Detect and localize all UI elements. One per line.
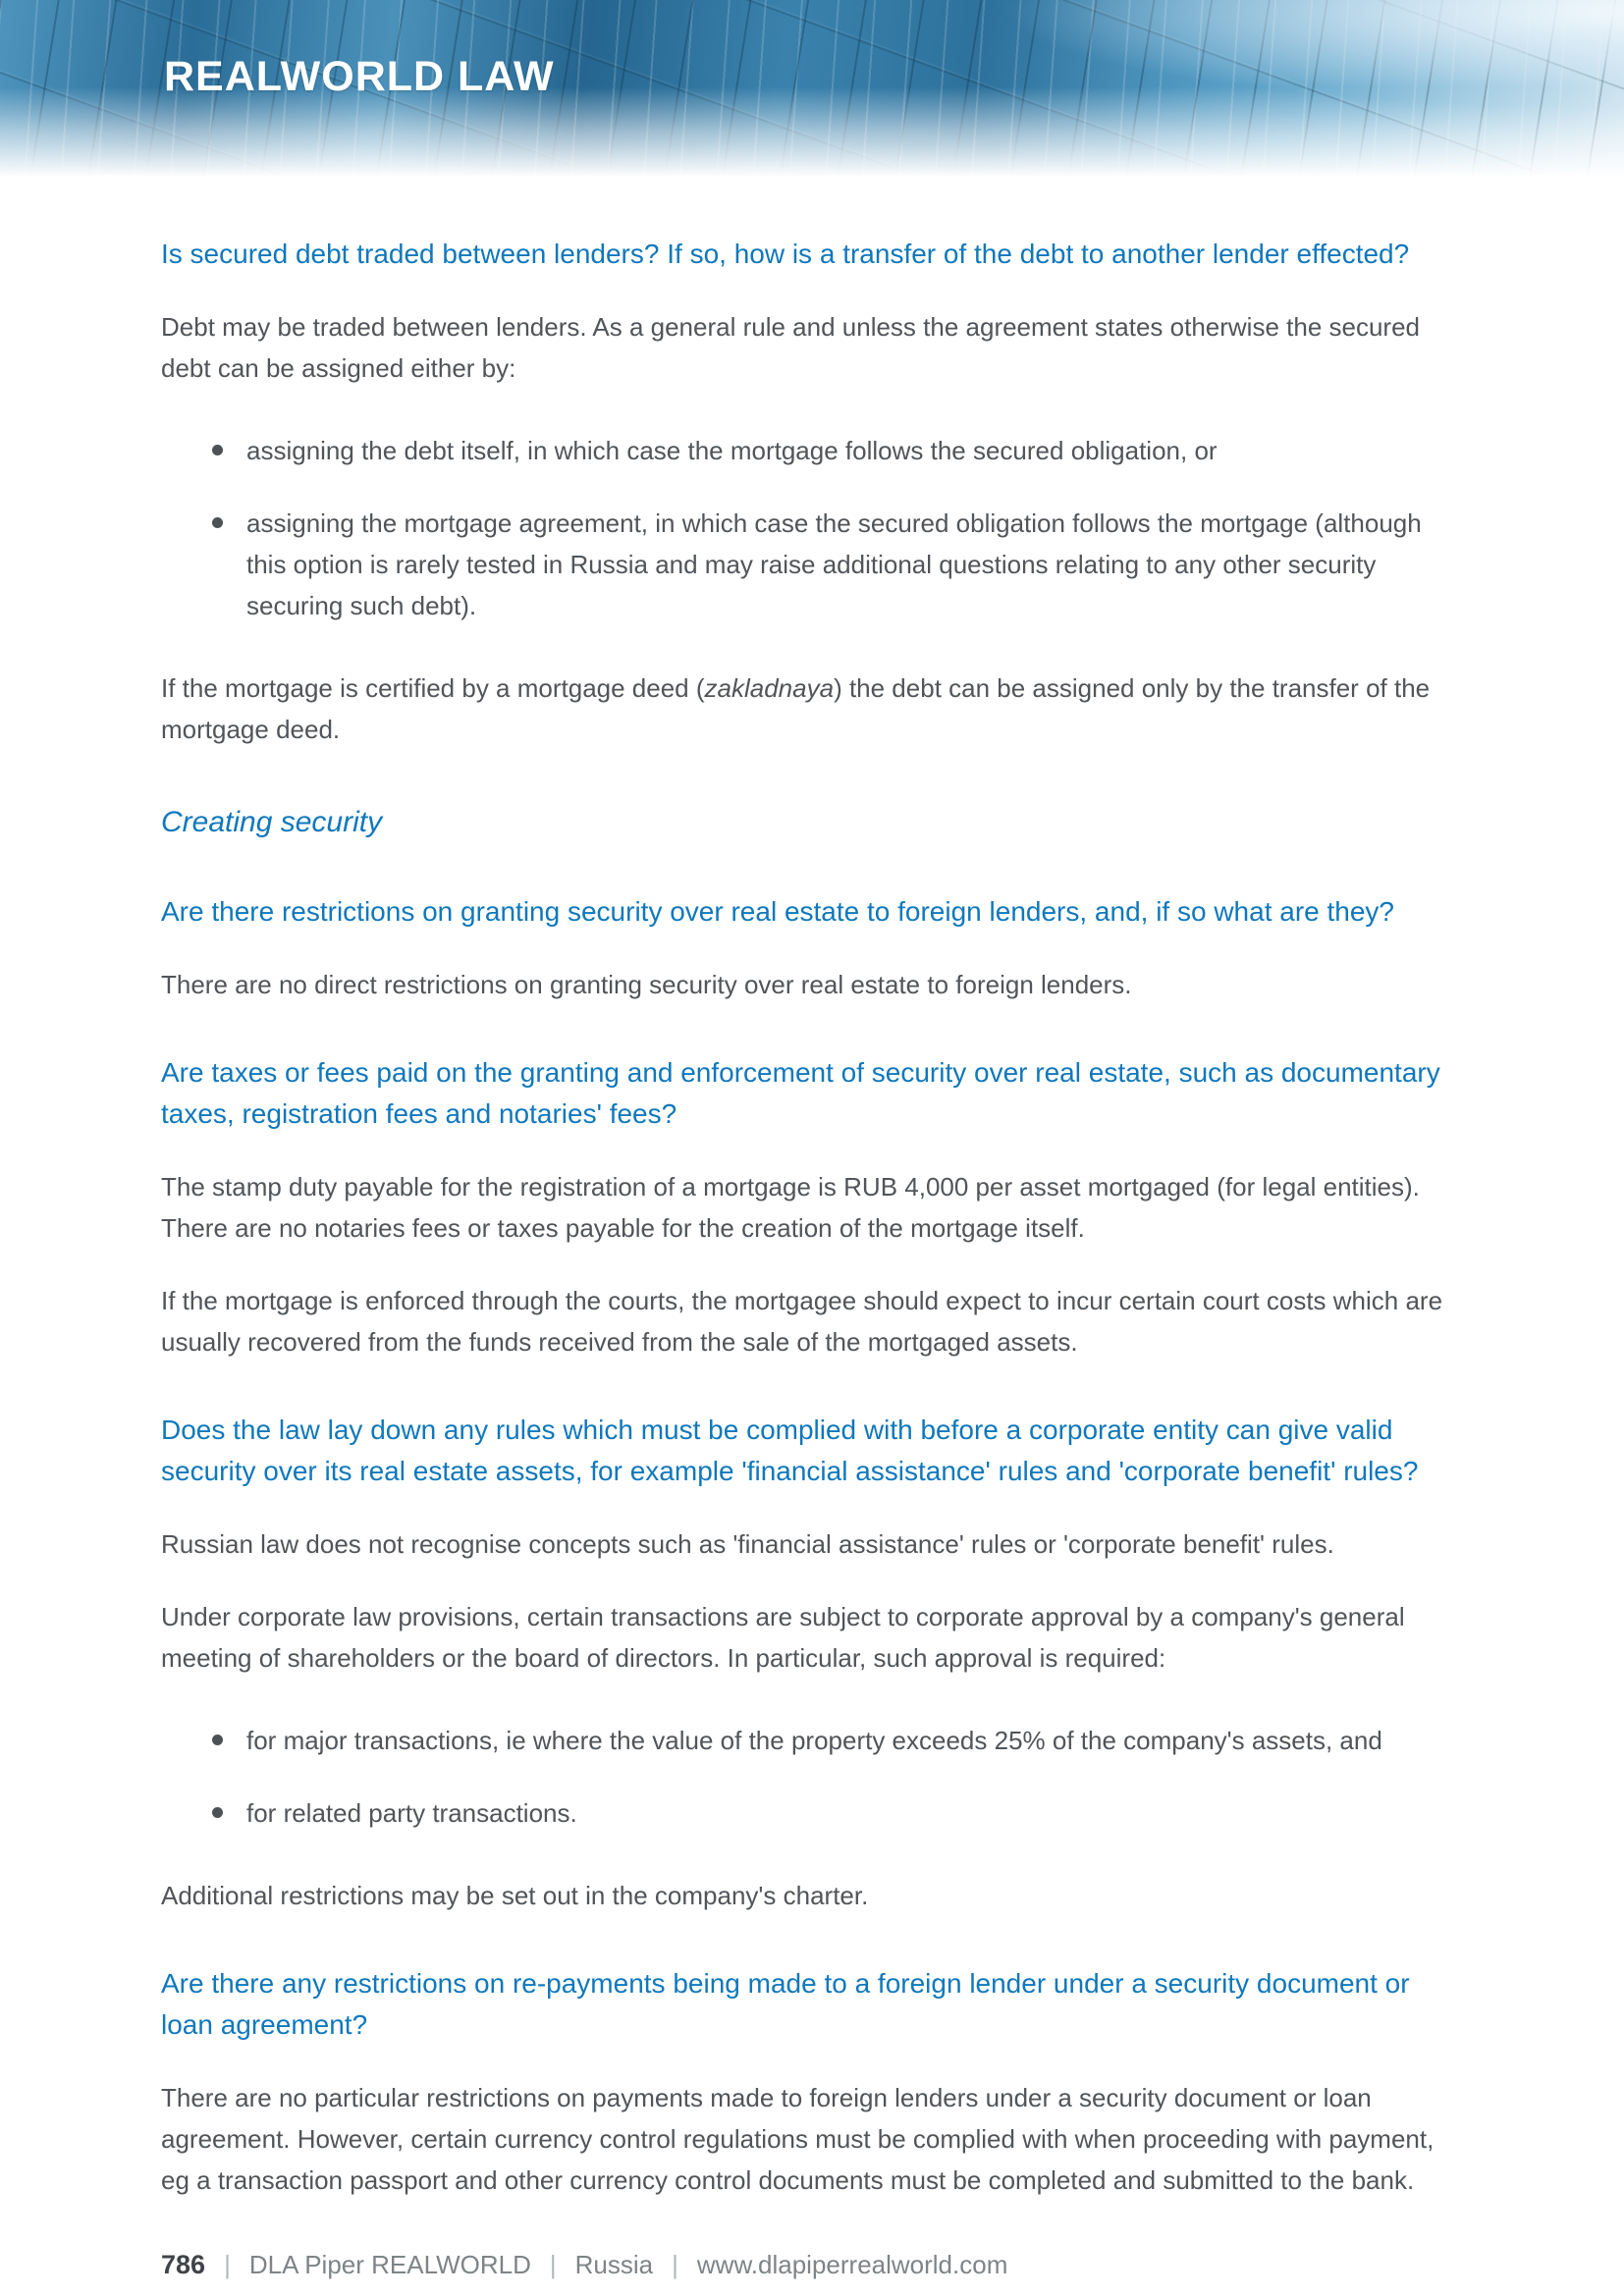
bullet-item-assign-mortgage (212, 503, 1463, 626)
paragraph-debt-traded: Debt may be traded between lenders. As a general rule and unless the agreement states otherwise the secured debt can be assigned either by: (161, 312, 1420, 383)
bullet-dot-icon (212, 1735, 223, 1745)
question-heading-repayments: Are there any restrictions on re-payments being made to a foreign lender under a security document or loan agreement? (161, 1968, 1410, 2040)
question-heading-taxes-fees: Are taxes or fees paid on the granting and enforcement of security over real estate, such as documentary taxes, registration fees and notaries' fees? (161, 1057, 1440, 1129)
question-heading-corporate-rules: Does the law lay down any rules which must be complied with before a corporate entity can give valid security over its real estate assets, for example 'financial assistance' rules and 'corporate benefit' rules? (161, 1415, 1419, 1486)
footer-separator: | (549, 2250, 557, 2279)
bullet-list-assignment (161, 430, 1463, 626)
footer-separator: | (224, 2250, 231, 2279)
question-heading-secured-debt: Is secured debt traded between lenders? If so, how is a transfer of the debt to another lender effected? (161, 239, 1410, 269)
paragraph-court-costs: If the mortgage is enforced through the courts, the mortgagee should expect to incur certain court costs which are usually recovered from the funds received from the sale of the mortgaged assets. (161, 1286, 1443, 1357)
bullet-item-text: assigning the mortgage agreement, in which case the secured obligation follows the mortgage (although this option is rarely tested in Russia and may raise additional questions relating to any other security securing such debt). (246, 508, 1422, 620)
deed-text-after: ) the debt can be assigned only by the transfer of the mortgage deed. (161, 673, 1431, 744)
realworld-law-logo: REALWORLD LAW (164, 53, 555, 100)
paragraph-russian-law-concepts: Russian law does not recognise concepts such as 'financial assistance' rules or 'corporate benefit' rules. (161, 1529, 1334, 1559)
bullet-item-assign-debt (212, 430, 1463, 471)
footer-country: Russia (574, 2250, 654, 2279)
deed-term-zakladnaya: zakladnaya (704, 673, 835, 703)
bullet-item-text: assigning the debt itself, in which case the mortgage follows the secured obligation, or (246, 436, 1218, 465)
bullet-list-approvals (161, 1720, 1463, 1834)
subsection-heading-creating-security: Creating security (161, 806, 383, 838)
paragraph-stamp-duty: The stamp duty payable for the registration of a mortgage is RUB 4,000 per asset mortgaged (for legal entities). There are no notaries fees or taxes payable for the creation of the mortgage itself. (161, 1172, 1420, 1243)
header-banner (0, 0, 1624, 188)
paragraph-corporate-approval: Under corporate law provisions, certain transactions are subject to corporate approval by a company's general meeting of shareholders or the board of directors. In particular, such approval is required: (161, 1602, 1405, 1673)
footer-url: www.dlapiperrealworld.com (696, 2250, 1008, 2279)
footer (161, 2250, 1463, 2280)
bullet-item-text: for major transactions, ie where the value of the property exceeds 25% of the company's assets, and (246, 1726, 1382, 1755)
bullet-dot-icon (212, 1807, 223, 1818)
bullet-item-major-transactions (212, 1720, 1463, 1761)
bullet-item-text: for related party transactions. (246, 1798, 577, 1828)
deed-text-before: If the mortgage is certified by a mortgage deed ( (161, 673, 705, 703)
document-content (161, 188, 1463, 2201)
paragraph-charter-restrictions: Additional restrictions may be set out in the company's charter. (161, 1881, 869, 1910)
paragraph-no-direct-restrictions: There are no direct restrictions on granting security over real estate to foreign lenders. (161, 970, 1132, 999)
question-heading-foreign-lender-restrictions: Are there restrictions on granting security over real estate to foreign lenders, and, if so what are they? (161, 896, 1394, 927)
paragraph-mortgage-deed (161, 667, 1463, 750)
footer-separator: | (672, 2250, 678, 2279)
footer-brand: DLA Piper REALWORLD (248, 2250, 531, 2279)
page-number: 786 (161, 2250, 206, 2279)
bullet-item-related-party (212, 1792, 1463, 1834)
bullet-dot-icon (212, 517, 223, 528)
bullet-dot-icon (212, 445, 223, 455)
paragraph-currency-control: There are no particular restrictions on payments made to foreign lenders under a security document or loan agreement. However, certain currency control regulations must be complied with when proceeding with payment, eg a transaction passport and other currency control documents must be completed and submitted to the bank. (161, 2083, 1435, 2195)
